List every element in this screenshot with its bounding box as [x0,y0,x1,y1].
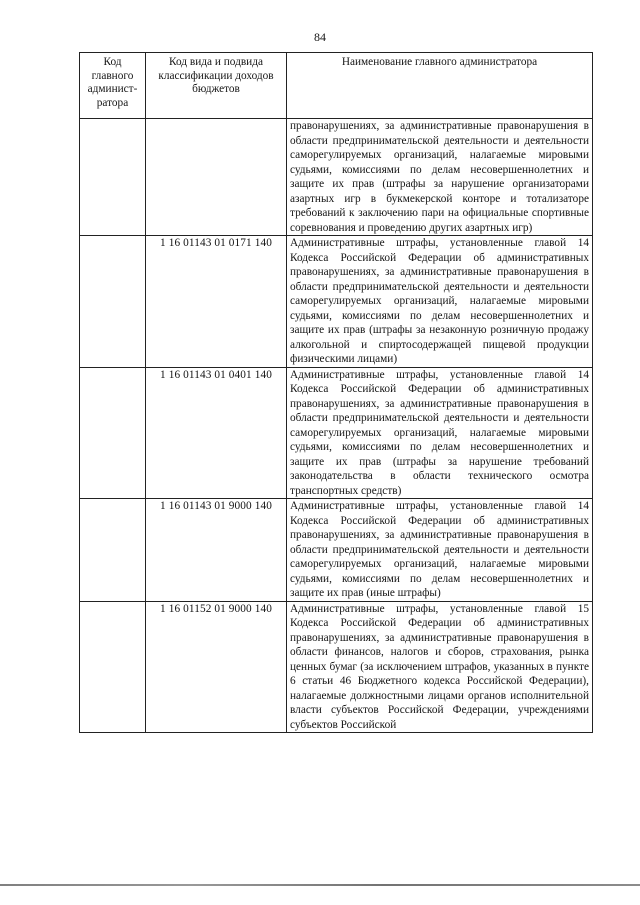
header-income-code: Код вида и подвида классификации доходов бюджетов [146,53,287,119]
income-code-cell: 1 16 01143 01 0401 140 [146,367,287,499]
admin-name-cell: Административные штрафы, установленные главой 14 Кодекса Российской Федерации об административных правонарушениях, за административные правонарушения в области предпринимательской деятельности и деятельности саморегулируемых организаций, налагаемые мировыми судьями, комиссиями по делам несовершеннолетних и защите их прав (штрафы за незаконную розничную продажу алкогольной и спиртосодержащей пищевой продукции физическими лицами) [287,236,593,368]
admin-name-cell: Административные штрафы, установленные главой 14 Кодекса Российской Федерации об административных правонарушениях, за административные правонарушения в области предпринимательской деятельности и деятельности саморегулируемых организаций, налагаемые мировыми судьями, комиссиями по делам несовершеннолетних и защите их прав (иные штрафы) [287,499,593,602]
admin-name-cell: Административные штрафы, установленные главой 15 Кодекса Российской Федерации об административных правонарушениях, за административные правонарушения в области финансов, налогов и сборов, страхования, рынка ценных бумаг (за исключением штрафов, указанных в пункте 6 статьи 46 Бюджетного кодекса Российской Федерации), налагаемые должностными лицами органов исполнительной власти субъектов Российской Федерации, учреждениями субъектов Российской [287,601,593,733]
admin-code-cell [80,119,146,236]
scan-edge-line [0,884,640,886]
page-number: 84 [314,30,326,44]
header-admin-name: Наименование главного администратора [287,53,593,119]
admin-code-cell [80,499,146,602]
income-codes-table [79,52,593,733]
table-row [80,119,593,236]
income-code-cell: 1 16 01143 01 0171 140 [146,236,287,368]
admin-code-cell [80,367,146,499]
income-code-cell: 1 16 01152 01 9000 140 [146,601,287,733]
income-code-cell [146,119,287,236]
table-row [80,236,593,368]
admin-name-cell: Административные штрафы, установленные главой 14 Кодекса Российской Федерации об административных правонарушениях, за административные правонарушения в области предпринимательской деятельности и деятельности саморегулируемых организаций, налагаемые мировыми судьями, комиссиями по делам несовершеннолетних и защите их прав (штрафы за нарушение требований законодательства в области технического осмотра транспортных средств) [287,367,593,499]
income-code-cell: 1 16 01143 01 9000 140 [146,499,287,602]
table-row [80,499,593,602]
table-row [80,601,593,733]
header-admin-code: Код главного админист-ратора [80,53,146,119]
admin-name-cell: правонарушениях, за административные правонарушения в области предпринимательской деятельности и деятельности саморегулируемых организаций, налагаемые мировыми судьями, комиссиями по делам несовершеннолетних и защите их прав (штрафы за нарушение организаторами азартных игр в букмекерской конторе и тотализаторе требований к заключению пари на официальные спортивные соревнования и проведению других азартных игр) [287,119,593,236]
table-row [80,367,593,499]
admin-code-cell [80,236,146,368]
table-header-row [80,53,593,119]
admin-code-cell [80,601,146,733]
